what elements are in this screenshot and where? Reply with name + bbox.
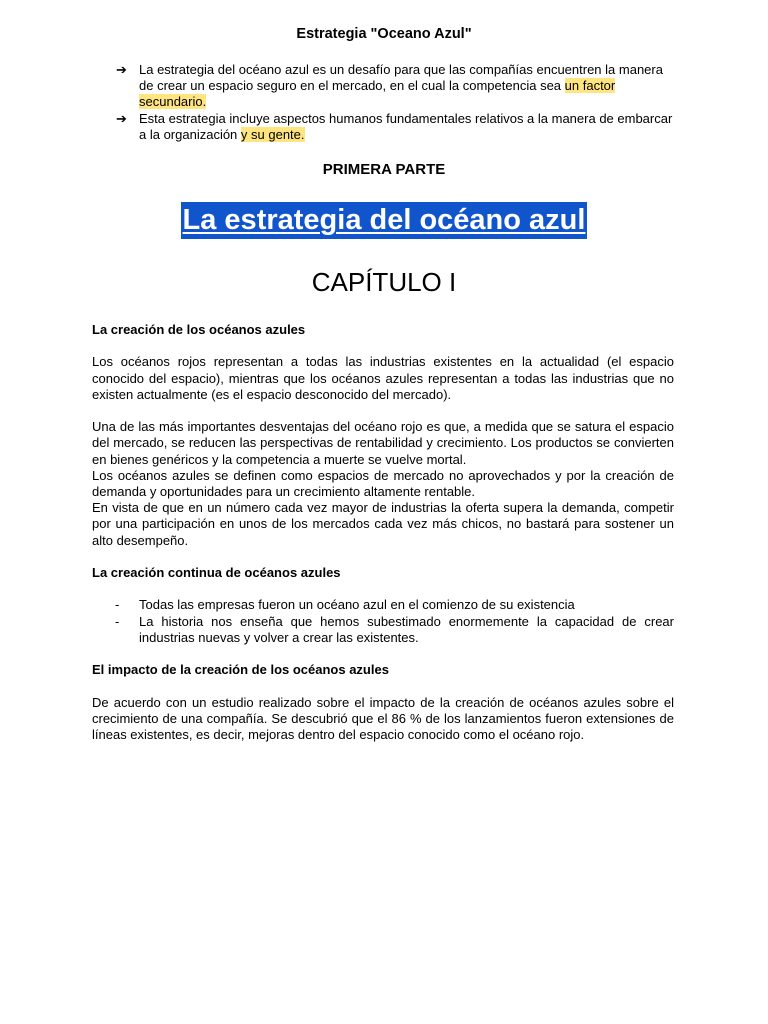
list-item [116,62,676,111]
arrow-right-icon: ➔ [116,110,127,126]
dash-bullet: - [115,597,120,613]
dash-bullet-list [92,597,674,646]
highlighted-text: y su gente. [240,126,305,142]
list-item [116,111,676,143]
list-item [92,614,674,646]
arrow-bullet-list [116,62,676,143]
bullet-text: La estrategia del océano azul es un desafío para que las compañías encuentren la manera de crear un espacio seguro en el mercado, en el cual la competencia sea [139,62,663,94]
dash-bullet: - [115,613,120,629]
paragraph: En vista de que en un número cada vez mayor de industrias la oferta supera la demanda, competir por una participación en unos de los mercados cada vez más chicos, no bastará para sostener un alto desempeño. [92,500,674,548]
paragraph: Los océanos azules se definen como espacios de mercado no aprovechados y por la creación de demanda y oportunidades para un crecimiento altamente rentable. [92,467,674,499]
paragraph: Los océanos rojos representan a todas las industrias existentes en la actualidad (el espacio conocido del espacio), mientras que los océanos azules representan a todas las industrias que no existen actualmente (es el espacio desconocido del mercado). [92,354,674,402]
document-body [92,322,674,743]
chapter-title: CAPÍTULO I [311,267,457,297]
highlighted-text: un factor secundario. [139,78,616,110]
paragraph: De acuerdo con un estudio realizado sobre el impacto de la creación de océanos azules sobre el crecimiento de una compañía. Se descubrió que el 86 % de los lanzamientos fueron extensiones de líneas existentes, es decir, mejoras dentro del espacio conocido como el océano rojo. [92,694,674,742]
subheading-continuous: La creación continua de océanos azules [92,565,341,580]
banner-wrapper [0,202,768,239]
bullet-text: Todas las empresas fueron un océano azul en el comienzo de su existencia [139,597,575,613]
document-title: Estrategia "Oceano Azul" [296,26,472,42]
bullet-text: Esta estrategia incluye aspectos humanos fundamentales relativos a la manera de embarcar a la organización [139,110,673,142]
arrow-right-icon: ➔ [116,62,127,77]
subheading-impact: El impacto de la creación de los océanos azules [92,662,389,678]
part-heading: PRIMERA PARTE [322,161,446,178]
list-item [92,597,674,613]
banner-title: La estrategia del océano azul [181,202,588,239]
bullet-text: La historia nos enseña que hemos subestimado enormemente la capacidad de crear industrias nuevas y volver a crear las existentes. [139,613,674,645]
subheading-creation: La creación de los océanos azules [92,322,306,337]
paragraph: Una de las más importantes desventajas del océano rojo es que, a medida que se satura el espacio del mercado, se reducen las perspectivas de rentabilidad y crecimiento. Los productos se convierten en bienes genéricos y la competencia a muerte se vuelve mortal. [92,419,674,467]
